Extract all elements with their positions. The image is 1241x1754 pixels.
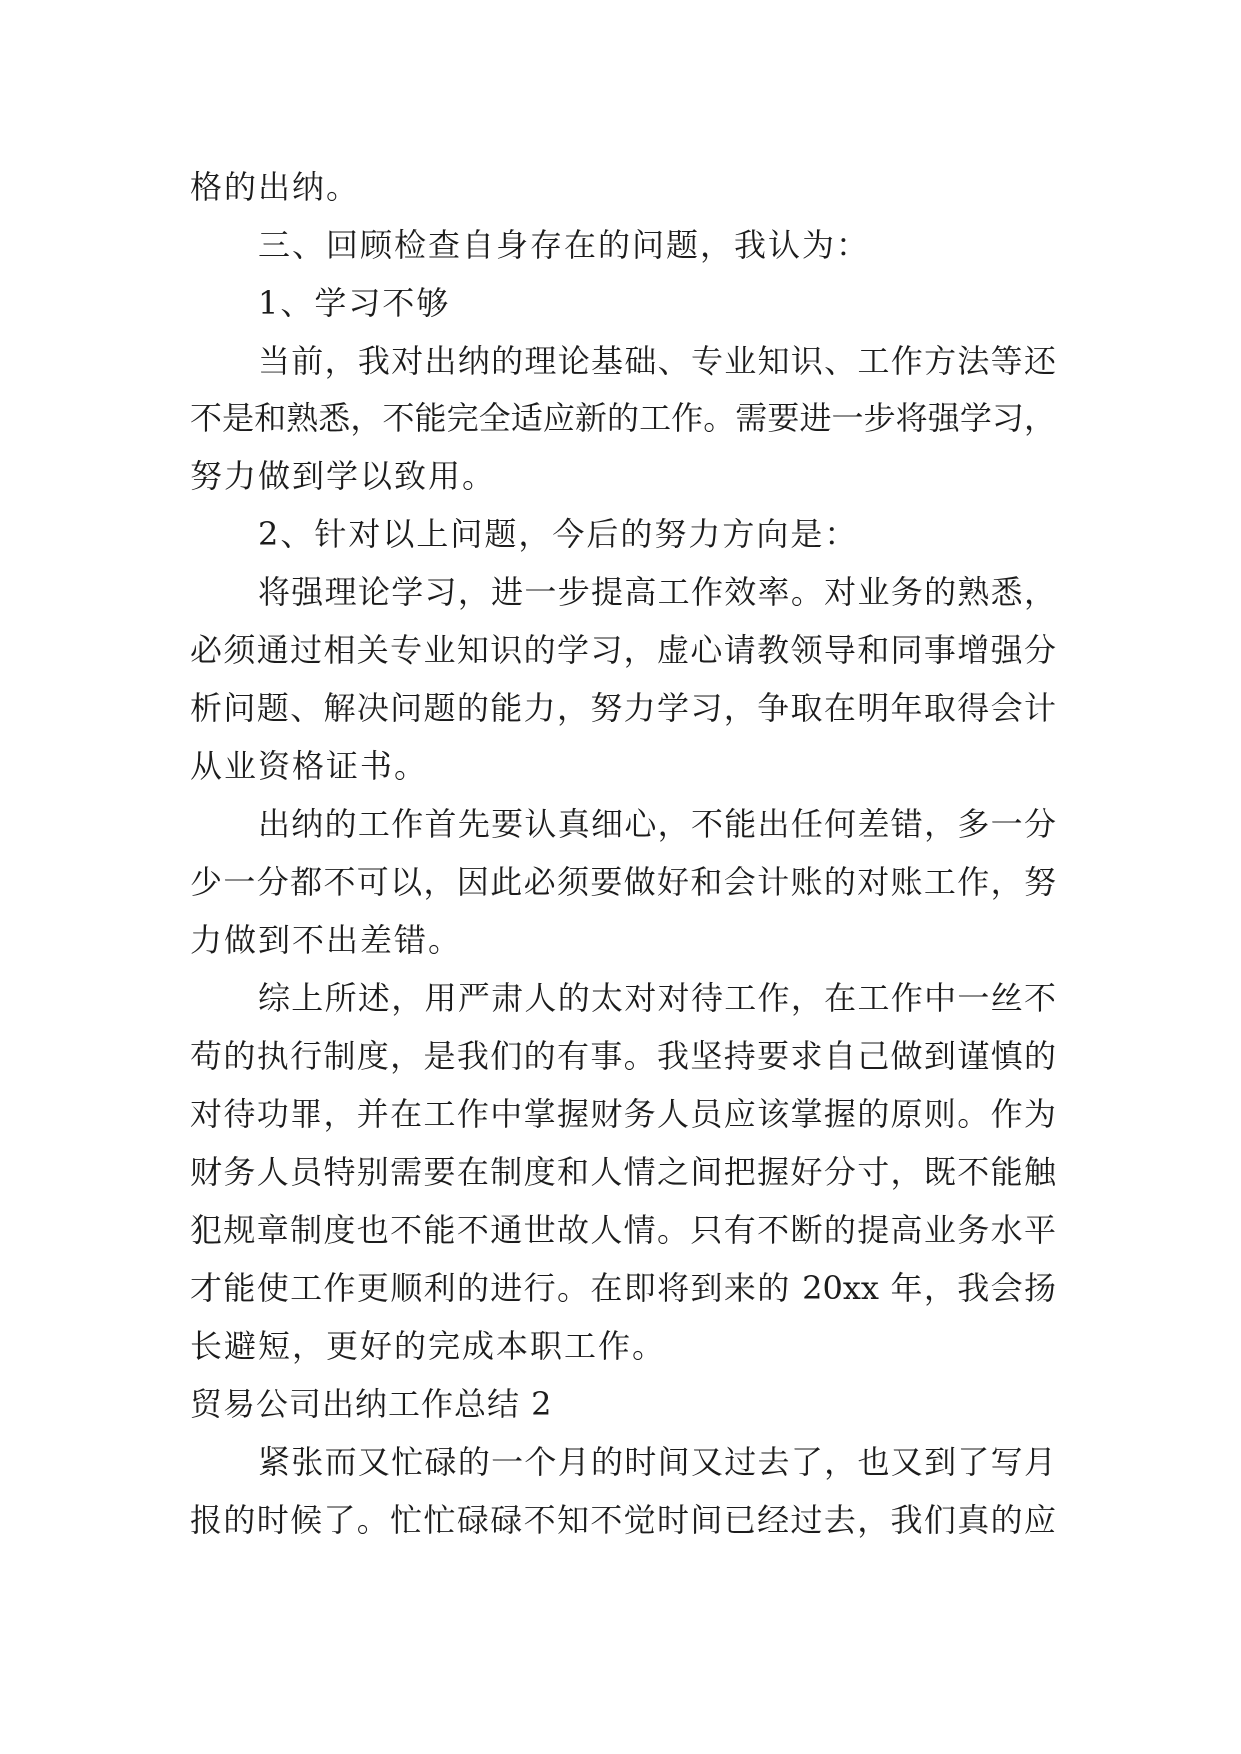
subsection-heading: 1、学习不够 bbox=[258, 284, 451, 322]
subsection-heading: 2、针对以上问题，今后的努力方向是： bbox=[258, 515, 859, 553]
text-line: 力做到不出差错。 bbox=[190, 921, 463, 959]
text-line: 出纳的工作首先要认真细心，不能出任何差错，多一分 bbox=[258, 805, 1056, 843]
text-line: 犯规章制度也不能不通世故人情。只有不断的提高业务水平 bbox=[190, 1211, 1056, 1249]
text-line: 当前，我对出纳的理论基础、专业知识、工作方法等还 bbox=[258, 342, 1056, 380]
text-line: 对待功罪，并在工作中掌握财务人员应该掌握的原则。作为 bbox=[190, 1095, 1056, 1133]
text-line: 长避短，更好的完成本职工作。 bbox=[190, 1327, 667, 1365]
text-line: 苟的执行制度，是我们的有事。我坚持要求自己做到谨慎的 bbox=[190, 1037, 1056, 1075]
text-line: 报的时候了。忙忙碌碌不知不觉时间已经过去，我们真的应 bbox=[190, 1501, 1056, 1539]
text-line: 财务人员特别需要在制度和人情之间把握好分寸，既不能触 bbox=[190, 1153, 1056, 1191]
document-title: 贸易公司出纳工作总结 2 bbox=[190, 1385, 553, 1423]
text-line: 格的出纳。 bbox=[190, 168, 361, 206]
text-line: 将强理论学习，进一步提高工作效率。对业务的熟悉， bbox=[258, 573, 1056, 611]
text-line: 综上所述，用严肃人的太对对待工作，在工作中一丝不 bbox=[258, 979, 1056, 1017]
text-line: 不是和熟悉，不能完全适应新的工作。需要进一步将强学习， bbox=[190, 399, 1056, 437]
text-line: 少一分都不可以，因此必须要做好和会计账的对账工作，努 bbox=[190, 863, 1056, 901]
text-line: 紧张而又忙碌的一个月的时间又过去了，也又到了写月 bbox=[258, 1443, 1056, 1481]
text-line: 从业资格证书。 bbox=[190, 747, 429, 785]
text-line: 才能使工作更顺利的进行。在即将到来的 20xx 年，我会扬 bbox=[190, 1269, 1056, 1307]
text-line: 析问题、解决问题的能力，努力学习，争取在明年取得会计 bbox=[190, 689, 1056, 727]
text-line: 努力做到学以致用。 bbox=[190, 457, 497, 495]
section-heading: 三、回顾检查自身存在的问题，我认为： bbox=[258, 226, 871, 264]
text-line: 必须通过相关专业知识的学习，虚心请教领导和同事增强分 bbox=[190, 631, 1056, 669]
